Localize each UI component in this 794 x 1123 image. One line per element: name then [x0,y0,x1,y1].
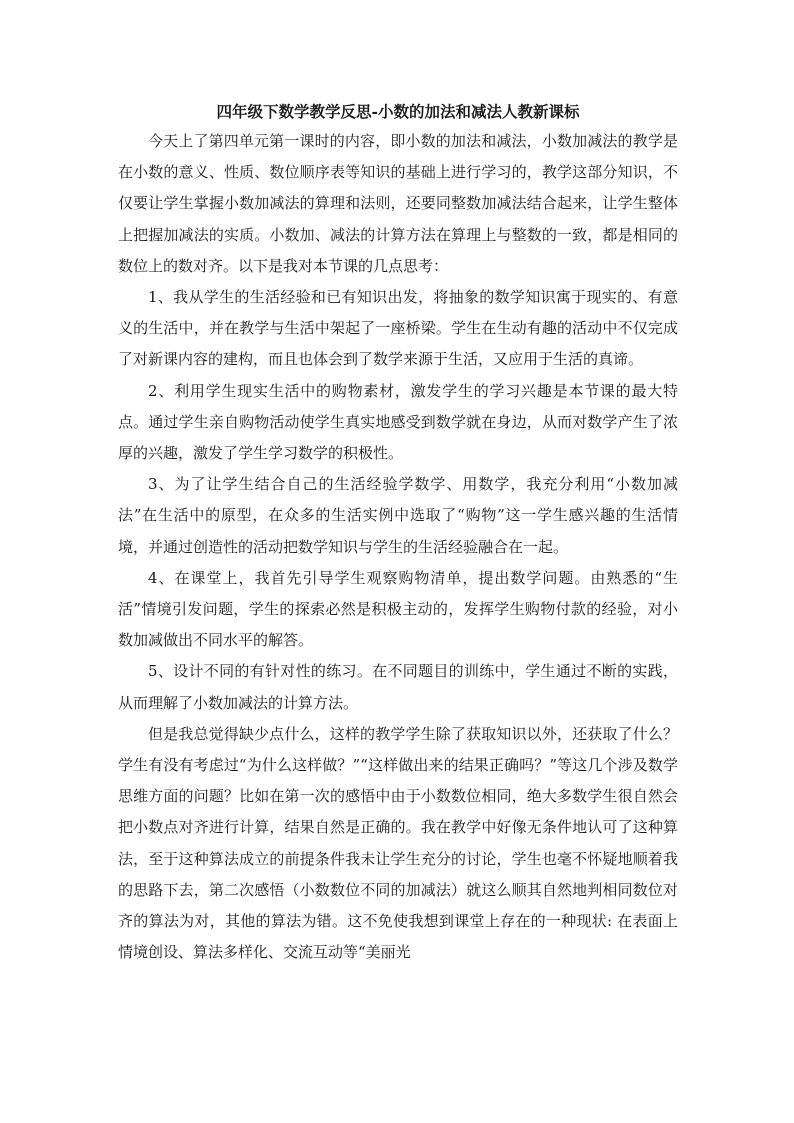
paragraph-point-1: 1、我从学生的生活经验和已有知识出发，将抽象的数学知识寓于现实的、有意义的生活中，并在教学与生活中架起了一座桥梁。学生在生动有趣的活动中不仅完成了对新课内容的建构，而且也体会到了数学来源于生活，又应用于生活的真谛。 [118,288,678,369]
paragraph-intro: 今天上了第四单元第一课时的内容，即小数的加法和减法，小数加减法的教学是在小数的意义、性质、数位顺序表等知识的基础上进行学习的，教学这部分知识，不仅要让学生掌握小数加减法的算理和法则，还要同整数加减法结合起来，让学生整体上把握加减法的实质。小数加、减法的计算方法在算理上与整数的一致，都是相同的数位上的数对齐。以下是我对本节课的几点思考： [118,132,678,275]
paragraph-point-4: 4、在课堂上，我首先引导学生观察购物清单，提出数学问题。由熟悉的“生活”情境引发问题，学生的探索必然是积极主动的，发挥学生购物付款的经验，对小数加减做出不同水平的解答。 [118,568,678,650]
document-title: 四年级下数学教学反思-小数的加法和减法人教新课标 [216,102,580,121]
paragraph-point-2: 2、利用学生现实生活中的购物素材，激发学生的学习兴趣是本节课的最大特点。通过学生亲自购物活动使学生真实地感受到数学就在身边，从而对数学产生了浓厚的兴趣，激发了学生学习数学的积极性。 [118,381,678,463]
paragraph-point-5: 5、设计不同的有针对性的练习。在不同题目的训练中，学生通过不断的实践，从而理解了小数加减法的计算方法。 [118,662,678,712]
paragraph-point-3: 3、为了让学生结合自己的生活经验学数学、用数学，我充分利用“小数加减法”在生活中的原型，在众多的生活实例中选取了“购物”这一学生感兴趣的生活情境，并通过创造性的活动把数学知识与学生的生活经验融合在一起。 [118,475,678,556]
paragraph-reflection: 但是我总觉得缺少点什么，这样的教学学生除了获取知识以外，还获取了什么？学生有没有考虑过“为什么这样做？”“这样做出来的结果正确吗？”等这几个涉及数学思维方面的问题？比如在第一次的感悟中由于小数数位相同，绝大多数学生很自然会把小数点对齐进行计算，结果自然是正确的。我在教学中好像无条件地认可了这种算法，至于这种算法成立的前提条件我未让学生充分的讨论，学生也毫不怀疑地顺着我的思路下去，第二次感悟（小数数位不同的加减法）就这么顺其自然地判相同数位对齐的算法为对，其他的算法为错。这不免使我想到课堂上存在的一种现状: 在表面上情境创设、算法多样化、交流互动等“美丽光 [118,724,678,962]
document-body [118,98,678,968]
